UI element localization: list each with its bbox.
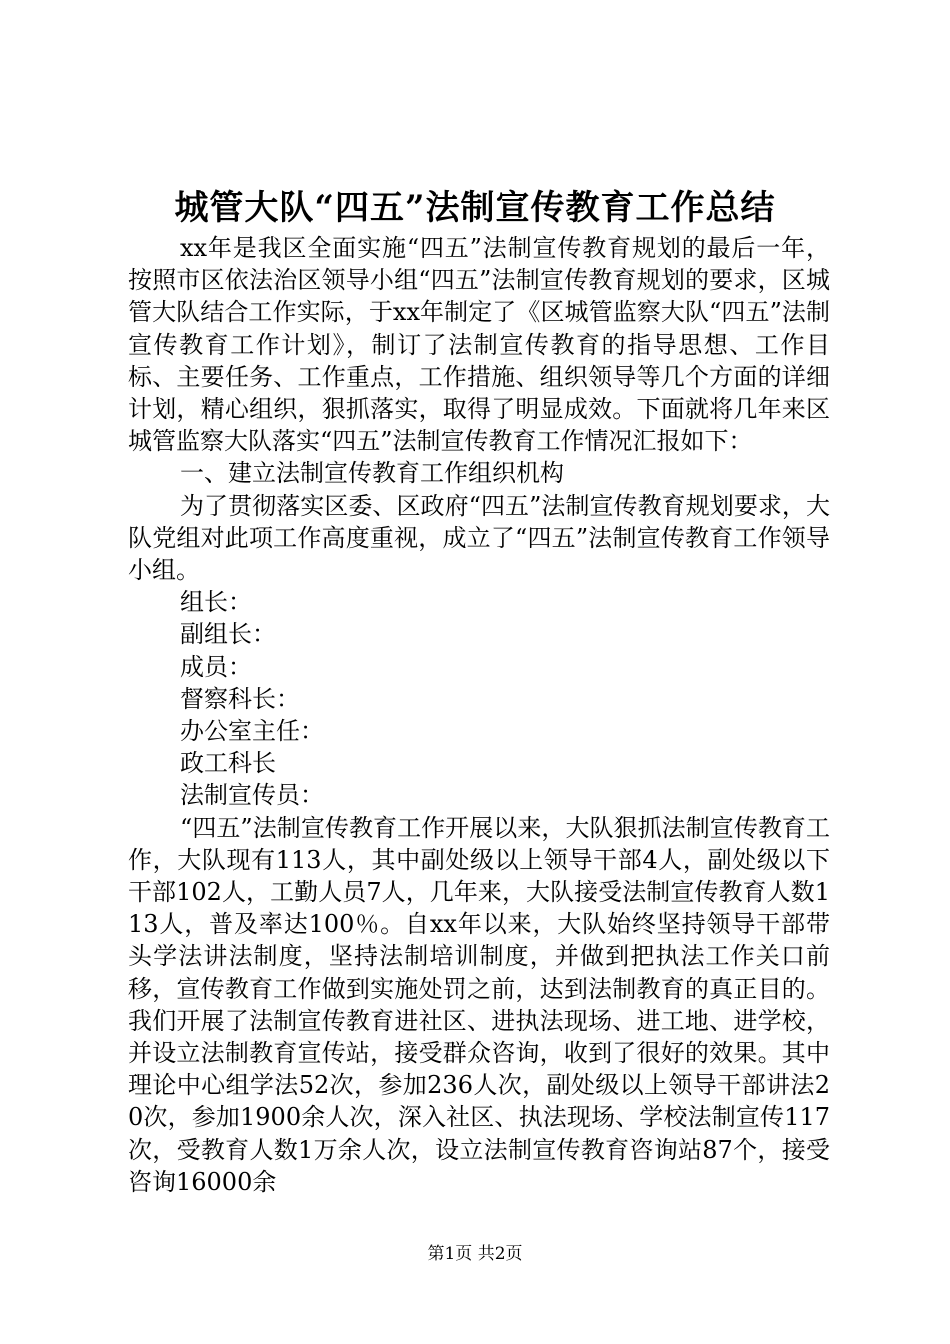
list-item-deputy-leader: 副组长： [180,620,276,649]
list-item-political-chief: 政工科长 [180,749,276,778]
list-item-inspection-chief: 督察科长： [180,684,300,713]
section-heading-1: 一、建立法制宣传教育工作组织机构 [180,459,564,488]
list-item-members: 成员： [180,652,252,681]
list-item-group-leader: 组长： [180,588,252,617]
paragraph-work-summary: “四五”法制宣传教育工作开展以来，大队狠抓法制宣传教育工作，大队现有113人，其中副处级以上领导干部4人，副处级以下干部102人，工勤人员7人，几年来，大队接受法制宣传教育人数113人，普及率达100％。自xx年以来，大队始终坚持领导干部带头学法讲法制度，坚持法制培训制度，并做到把执法工作关口前移，宣传教育工作做到实施处罚之前，达到法制教育的真正目的。我们开展了法制宣传教育进社区、进执法现场、进工地、进学校，并设立法制教育宣传站，接受群众咨询，收到了很好的效果。其中理论中心组学法52次，参加236人次，副处级以上领导干部讲法20次，参加1900余人次，深入社区、执法现场、学校法制宣传117次，受教育人数1万余人次，设立法制宣传教育咨询站87个，接受咨询16000余 [128,813,830,1196]
list-item-office-director: 办公室主任： [180,717,324,746]
document-title: 城管大队“四五”法制宣传教育工作总结 [174,188,776,228]
page-number-footer: 第1页 共2页 [427,1244,523,1264]
list-item-legal-publicist: 法制宣传员： [180,781,324,810]
paragraph-leadership-group: 为了贯彻落实区委、区政府“四五”法制宣传教育规划要求，大队党组对此项工作高度重视，成立了“四五”法制宣传教育工作领导小组。 [128,491,830,585]
paragraph-intro: xx年是我区全面实施“四五”法制宣传教育规划的最后一年，按照市区依法治区领导小组“四五”法制宣传教育规划的要求，区城管大队结合工作实际，于xx年制定了《区城管监察大队“四五”法制宣传教育工作计划》，制订了法制宣传教育的指导思想、工作目标、主要任务、工作重点，工作措施、组织领导等几个方面的详细计划，精心组织，狠抓落实，取得了明显成效。下面就将几年来区城管监察大队落实“四五”法制宣传教育工作情况汇报如下： [128,234,830,456]
document-body [128,232,830,1198]
